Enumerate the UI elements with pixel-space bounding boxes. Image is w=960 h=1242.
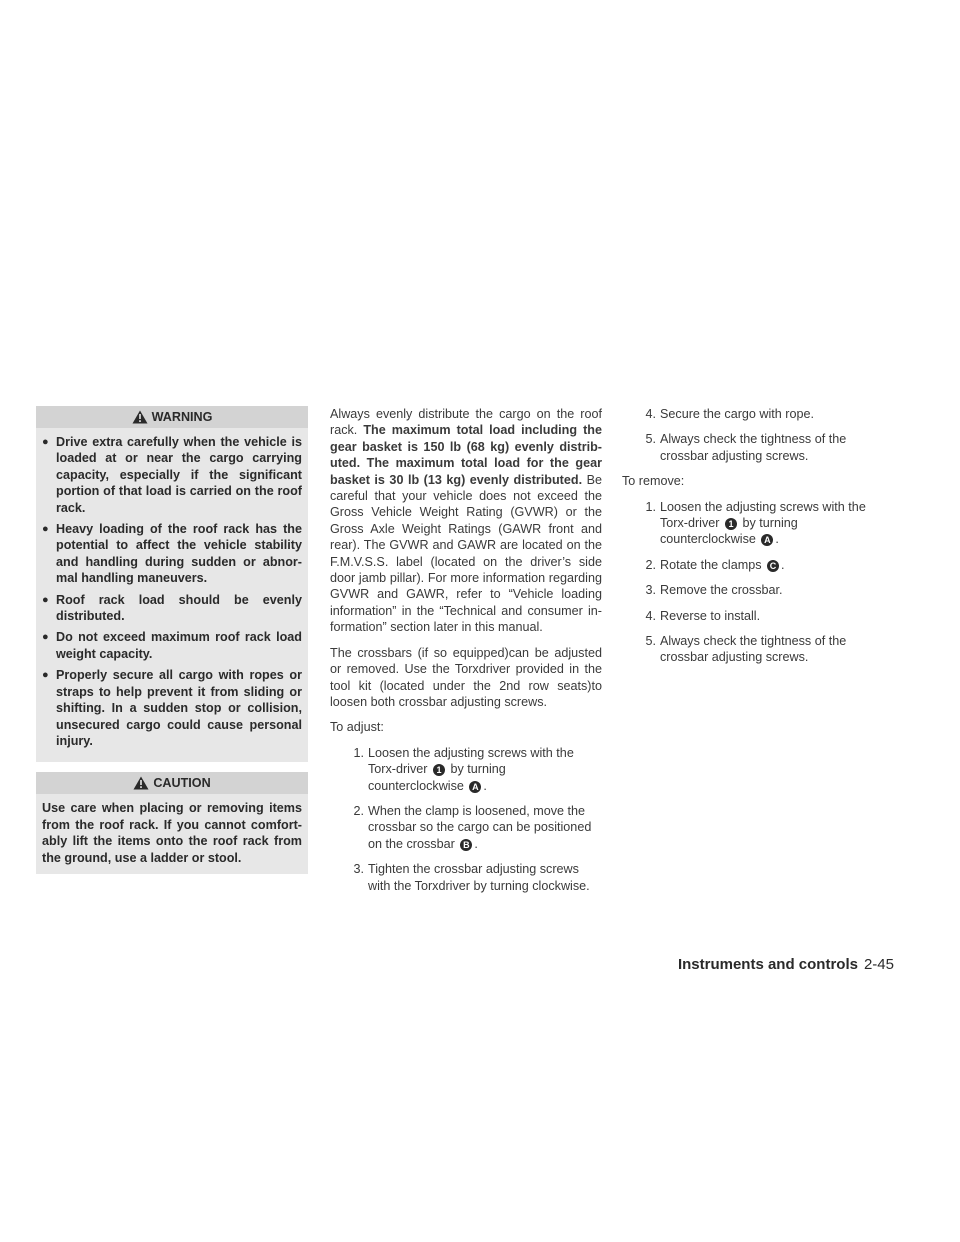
- adjust-label: To adjust:: [330, 720, 384, 735]
- warning-body: [36, 428, 308, 762]
- bullet-icon: ●: [42, 631, 49, 644]
- list-item: 4. Reverse to install.: [645, 608, 761, 623]
- callout-c-icon: C: [767, 560, 779, 572]
- list-item: 5. Always check the tightness of the crossbar adjusting screws.: [645, 432, 847, 463]
- caution-title: CAUTION: [153, 776, 211, 791]
- list-item: 2. Rotate the clamps C .: [645, 557, 785, 572]
- warning-title: WARNING: [151, 409, 213, 424]
- warning-item: ● Roof rack load should be evenly distributed.: [42, 592, 302, 624]
- warning-item: ● Properly secure all cargo with ropes or straps to help prevent it from sliding or shifting. In a sudden stop or collision, unsecured cargo could cause personal injury.: [42, 668, 302, 748]
- list-item: 2. When the clamp is loosened, move the crossbar so the cargo can be positioned on the crossbar B .: [353, 803, 592, 851]
- bullet-icon: ●: [42, 593, 49, 606]
- list-item: 1. Loosen the adjusting screws with the Torx-driver 1 by turning counterclockwise A .: [645, 499, 866, 547]
- page-footer: [678, 956, 894, 973]
- warning-triangle-icon: [132, 410, 148, 424]
- left-column: [36, 406, 308, 874]
- list-item: 5. Always check the tightness of the crossbar adjusting screws.: [645, 634, 847, 665]
- caution-header: [36, 772, 308, 794]
- warning-item: ● Drive extra carefully when the vehicle is loaded at or near the cargo carrying capacity, especially if the significant portion of that load is carried on the roof rack.: [42, 435, 302, 515]
- warning-item: ● Do not exceed maximum roof rack load weight capacity.: [42, 630, 302, 661]
- callout-1-icon: 1: [433, 764, 445, 776]
- right-column: [622, 406, 894, 675]
- callout-a-icon: A: [761, 534, 773, 546]
- page-number: 2-45: [863, 956, 894, 973]
- warning-header: [36, 406, 308, 428]
- bullet-icon: ●: [42, 436, 49, 448]
- list-item: 4. Secure the cargo with rope.: [645, 407, 815, 421]
- bullet-icon: ●: [42, 669, 49, 682]
- list-item: 3. Tighten the crossbar adjusting screws with the Torxdriver by turning clockwise.: [353, 862, 590, 893]
- remove-label: To remove:: [622, 474, 685, 489]
- warning-triangle-icon: [133, 776, 149, 790]
- middle-column: [330, 406, 602, 903]
- list-item: 3. Remove the crossbar.: [645, 583, 783, 598]
- bullet-icon: ●: [42, 523, 49, 536]
- callout-b-icon: B: [460, 839, 472, 851]
- callout-1-icon: 1: [725, 518, 737, 530]
- caution-body: Use care when placing or removing items from the roof rack. If you cannot comfort-ably lift the items onto the roof rack from the ground, use a ladder or stool.: [36, 794, 308, 874]
- callout-a-icon: A: [469, 781, 481, 793]
- warning-item: ● Heavy loading of the roof rack has the potential to affect the vehicle stability and handling during sudden or abnor-mal handling maneuvers.: [42, 522, 302, 586]
- section-title: Instruments and controls: [677, 956, 858, 973]
- load-paragraph: Always evenly distribute the cargo on the roof rack. The maximum total load including the gear basket is 150 lb (68 kg) evenly distrib-uted. The maximum total load for the gear basket is 30 lb (13 kg) evenly distributed. Be careful that your vehicle does not exceed the Gross Vehicle Weight Rating (GVWR) or the Gross Axle Weight Ratings (GAWR front and rear). The GVWR and GAWR are located on the F.M.V.S.S. label (located on the driver’s side door jamb pillar). For more information regarding GVWR and GAWR, refer to “Vehicle loading information” in the “Technical and consumer in-formation” section later in this manual.: [330, 407, 602, 635]
- list-item: 1. Loosen the adjusting screws with the Torx-driver 1 by turning counterclockwise A .: [353, 745, 574, 793]
- crossbar-paragraph: The crossbars (if so equipped)can be adjusted or removed. Use the Torxdriver provided in the tool kit (located under the 2nd row seats)to loosen both crossbar adjusting screws.: [330, 645, 602, 709]
